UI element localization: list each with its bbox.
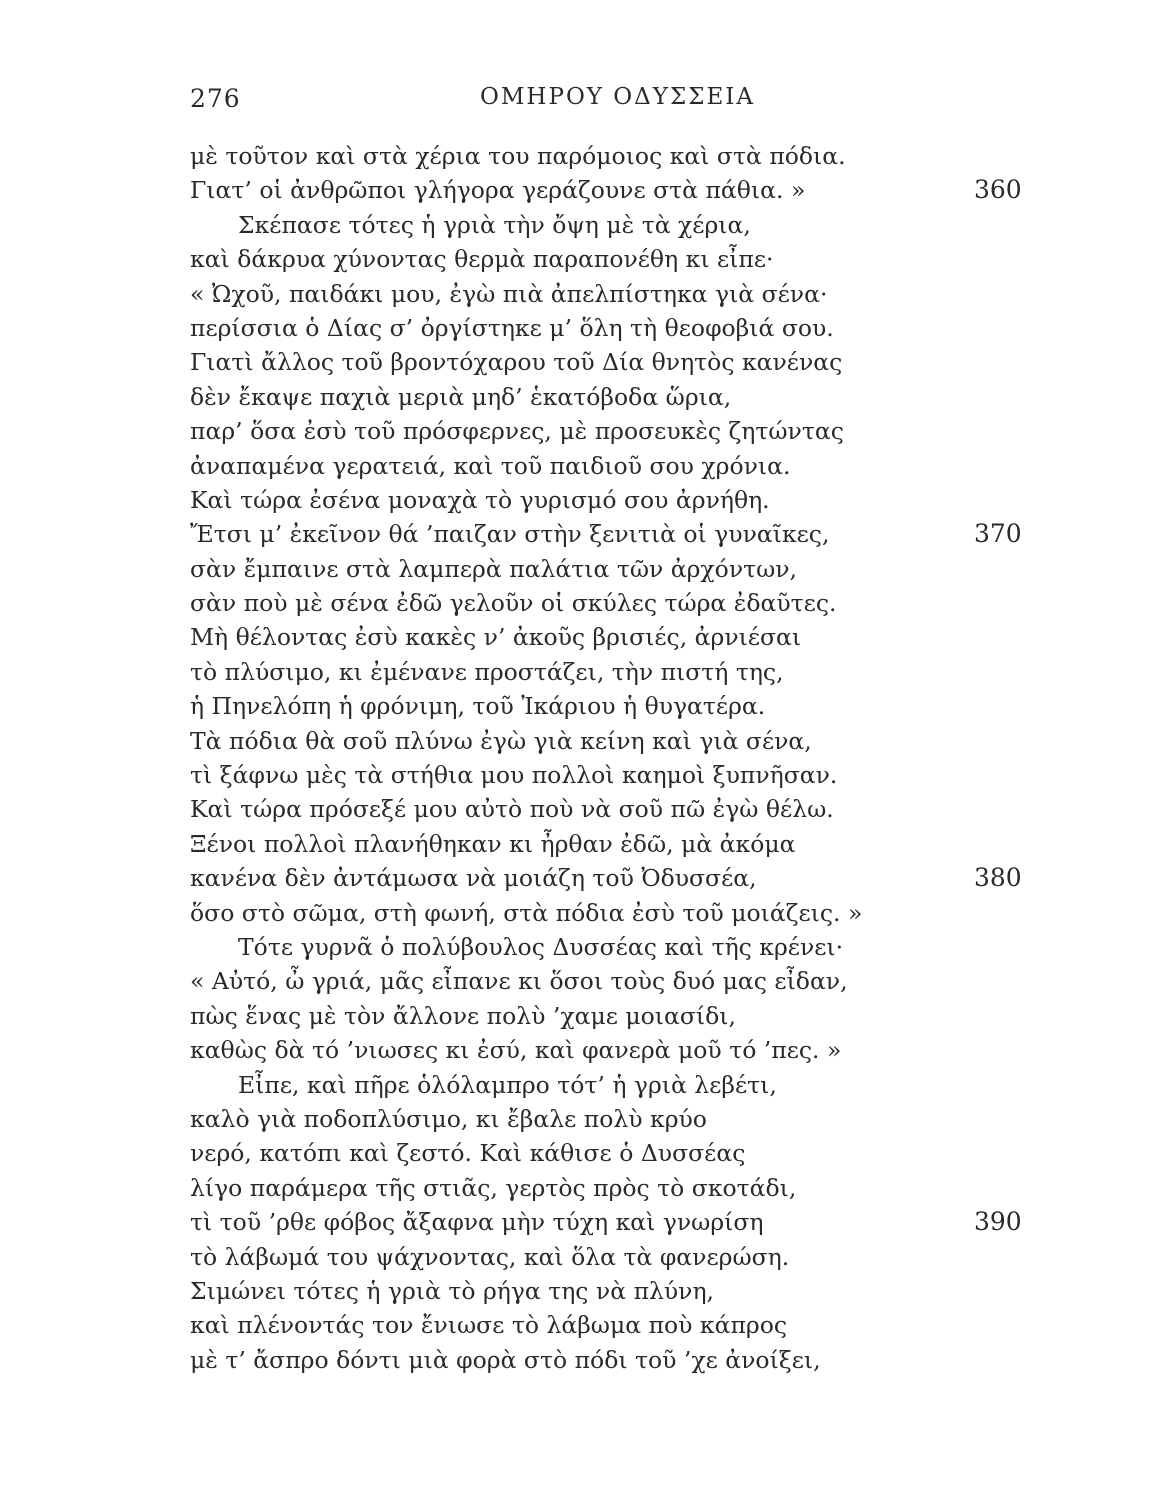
verse-line	[0, 380, 1153, 414]
line-number: 360	[974, 175, 1022, 205]
verse-text: ἡ Πηνελόπη ἡ φρόνιμη, τοῦ Ἰκάριου ἡ θυγατέρα.	[190, 692, 766, 721]
verse-text: παρ’ ὅσα ἐσὺ τοῦ πρόσφερνες, μὲ προσευκὲς ζητώντας	[190, 417, 844, 446]
verse-line	[0, 1171, 1153, 1205]
verse-text: Τότε γυρνᾶ ὁ πολύβουλος Δυσσέας καὶ τῆς κρένει·	[238, 932, 844, 961]
verse-line	[0, 1274, 1153, 1308]
verse-line	[0, 999, 1153, 1033]
verse-line	[0, 552, 1153, 586]
verse-text: καλὸ γιὰ ποδοπλύσιμο, κι ἔβαλε πολὺ κρύο	[190, 1104, 707, 1133]
verse-block	[0, 139, 1153, 1377]
verse-text: « Αὐτό, ὦ γριά, μᾶς εἶπανε κι ὅσοι τοὺς δυό μας εἶδαν,	[190, 967, 848, 996]
verse-line	[0, 483, 1153, 517]
verse-line	[0, 449, 1153, 483]
verse-text: Εἶπε, καὶ πῆρε ὁλόλαμπρο τότ’ ἡ γριὰ λεβέτι,	[238, 1070, 777, 1099]
verse-text: Σιμώνει τότες ἡ γριὰ τὸ ρήγα της νὰ πλύνη,	[190, 1276, 715, 1305]
verse-text: καὶ πλένοντάς τον ἔνιωσε τὸ λάβωμα ποὺ κάπρος	[190, 1311, 788, 1340]
verse-text: τὶ ξάφνω μὲς τὰ στήθια μου πολλοὶ καημοὶ ξυπνῆσαν.	[190, 761, 838, 790]
verse-text: Γιατὶ ἄλλος τοῦ βροντόχαρου τοῦ Δία θνητὸς κανένας	[190, 348, 843, 377]
verse-text: Ἔτσι μ’ ἐκεῖνον θά ’παιζαν στὴν ξενιτιὰ οἱ γυναῖκες,	[190, 520, 830, 549]
verse-line	[0, 586, 1153, 620]
verse-line	[0, 724, 1153, 758]
verse-line	[0, 208, 1153, 242]
verse-line	[0, 517, 1153, 551]
verse-line	[0, 655, 1153, 689]
verse-text: σὰν ποὺ μὲ σένα ἐδῶ γελοῦν οἱ σκύλες τώρα ἐδαῦτες.	[190, 589, 837, 618]
verse-text: ἀναπαμένα γερατειά, καὶ τοῦ παιδιοῦ σου χρόνια.	[190, 451, 791, 480]
verse-text: Μὴ θέλοντας ἐσὺ κακὲς ν’ ἀκοῦς βρισιές, ἀρνιέσαι	[190, 623, 802, 652]
verse-line	[0, 758, 1153, 792]
verse-line	[0, 1033, 1153, 1067]
verse-line	[0, 277, 1153, 311]
verse-text: καὶ δάκρυα χύνοντας θερμὰ παραπονέθη κι εἶπε·	[190, 245, 774, 274]
verse-line	[0, 414, 1153, 448]
line-number: 380	[974, 863, 1022, 893]
verse-text: καθὼς δὰ τό ’νιωσες κι ἐσύ, καὶ φανερὰ μοῦ τό ’πες. »	[190, 1036, 842, 1065]
verse-line	[0, 827, 1153, 861]
verse-line	[0, 1102, 1153, 1136]
verse-text: τὶ τοῦ ’ρθε φόβος ἄξαφνα μὴν τύχη καὶ γνωρίση	[190, 1208, 764, 1237]
verse-text: σὰν ἔμπαινε στὰ λαμπερὰ παλάτια τῶν ἀρχόντων,	[190, 554, 798, 583]
verse-text: Ξένοι πολλοὶ πλανήθηκαν κι ἦρθαν ἐδῶ, μὰ ἀκόμα	[190, 829, 796, 858]
verse-line	[0, 311, 1153, 345]
verse-text: ὅσο στὸ σῶμα, στὴ φωνή, στὰ πόδια ἐσὺ τοῦ μοιάζεις. »	[190, 898, 863, 927]
verse-line	[0, 861, 1153, 895]
verse-line	[0, 930, 1153, 964]
verse-text: δὲν ἔκαψε παχιὰ μεριὰ μηδ’ ἑκατόβοδα ὥρια,	[190, 382, 732, 411]
verse-text: τὸ λάβωμά του ψάχνοντας, καὶ ὅλα τὰ φανερώση.	[190, 1242, 790, 1271]
verse-text: Γιατ’ οἱ ἀνθρῶποι γλήγορα γεράζουνε στὰ πάθια. »	[190, 176, 806, 205]
verse-text: Τὰ πόδια θὰ σοῦ πλύνω ἐγὼ γιὰ κείνη καὶ γιὰ σένα,	[190, 726, 812, 755]
verse-text: « Ὠχοῦ, παιδάκι μου, ἐγὼ πιὰ ἀπελπίστηκα γιὰ σένα·	[190, 279, 828, 308]
verse-line	[0, 1240, 1153, 1274]
verse-text: Καὶ τώρα ἐσένα μοναχὰ τὸ γυρισμό σου ἀρνήθη.	[190, 485, 770, 514]
verse-text: πὼς ἕνας μὲ τὸν ἄλλονε πολὺ ’χαμε μοιασίδι,	[190, 1001, 736, 1030]
verse-line	[0, 1205, 1153, 1239]
verse-line	[0, 1068, 1153, 1102]
verse-line	[0, 896, 1153, 930]
running-head: ΟΜΗΡΟΥ ΟΔΥΣΣΕΙΑ	[480, 84, 755, 110]
verse-text: κανένα δὲν ἀντάμωσα νὰ μοιάζη τοῦ Ὀδυσσέα,	[190, 864, 757, 893]
verse-line	[0, 173, 1153, 207]
verse-line	[0, 345, 1153, 379]
verse-text: Καὶ τώρα πρόσεξέ μου αὐτὸ ποὺ νὰ σοῦ πῶ ἐγὼ θέλω.	[190, 795, 834, 824]
verse-line	[0, 792, 1153, 826]
verse-line	[0, 689, 1153, 723]
verse-text: νερό, κατόπι καὶ ζεστό. Καὶ κάθισε ὁ Δυσσέας	[190, 1139, 746, 1168]
verse-line	[0, 242, 1153, 276]
verse-line	[0, 1308, 1153, 1342]
line-number: 390	[974, 1207, 1022, 1237]
line-number: 370	[974, 519, 1022, 549]
verse-line	[0, 139, 1153, 173]
verse-text: μὲ τοῦτον καὶ στὰ χέρια του παρόμοιος καὶ στὰ πόδια.	[190, 142, 846, 170]
page-number: 276	[190, 84, 241, 113]
verse-text: λίγο παράμερα τῆς στιᾶς, γερτὸς πρὸς τὸ σκοτάδι,	[190, 1173, 797, 1202]
verse-line	[0, 620, 1153, 654]
verse-text: Σκέπασε τότες ἡ γριὰ τὴν ὄψη μὲ τὰ χέρια,	[238, 210, 751, 239]
verse-text: περίσσια ὁ Δίας σ’ ὀργίστηκε μ’ ὅλη τὴ θεοφοβιά σου.	[190, 313, 834, 342]
verse-line	[0, 964, 1153, 998]
verse-line	[0, 1136, 1153, 1170]
verse-line	[0, 1343, 1153, 1377]
verse-text: τὸ πλύσιμο, κι ἐμένανε προστάζει, τὴν πιστή της,	[190, 657, 784, 686]
verse-text: μὲ τ’ ἄσπρο δόντι μιὰ φορὰ στὸ πόδι τοῦ ’χε ἀνοίξει,	[190, 1345, 821, 1374]
